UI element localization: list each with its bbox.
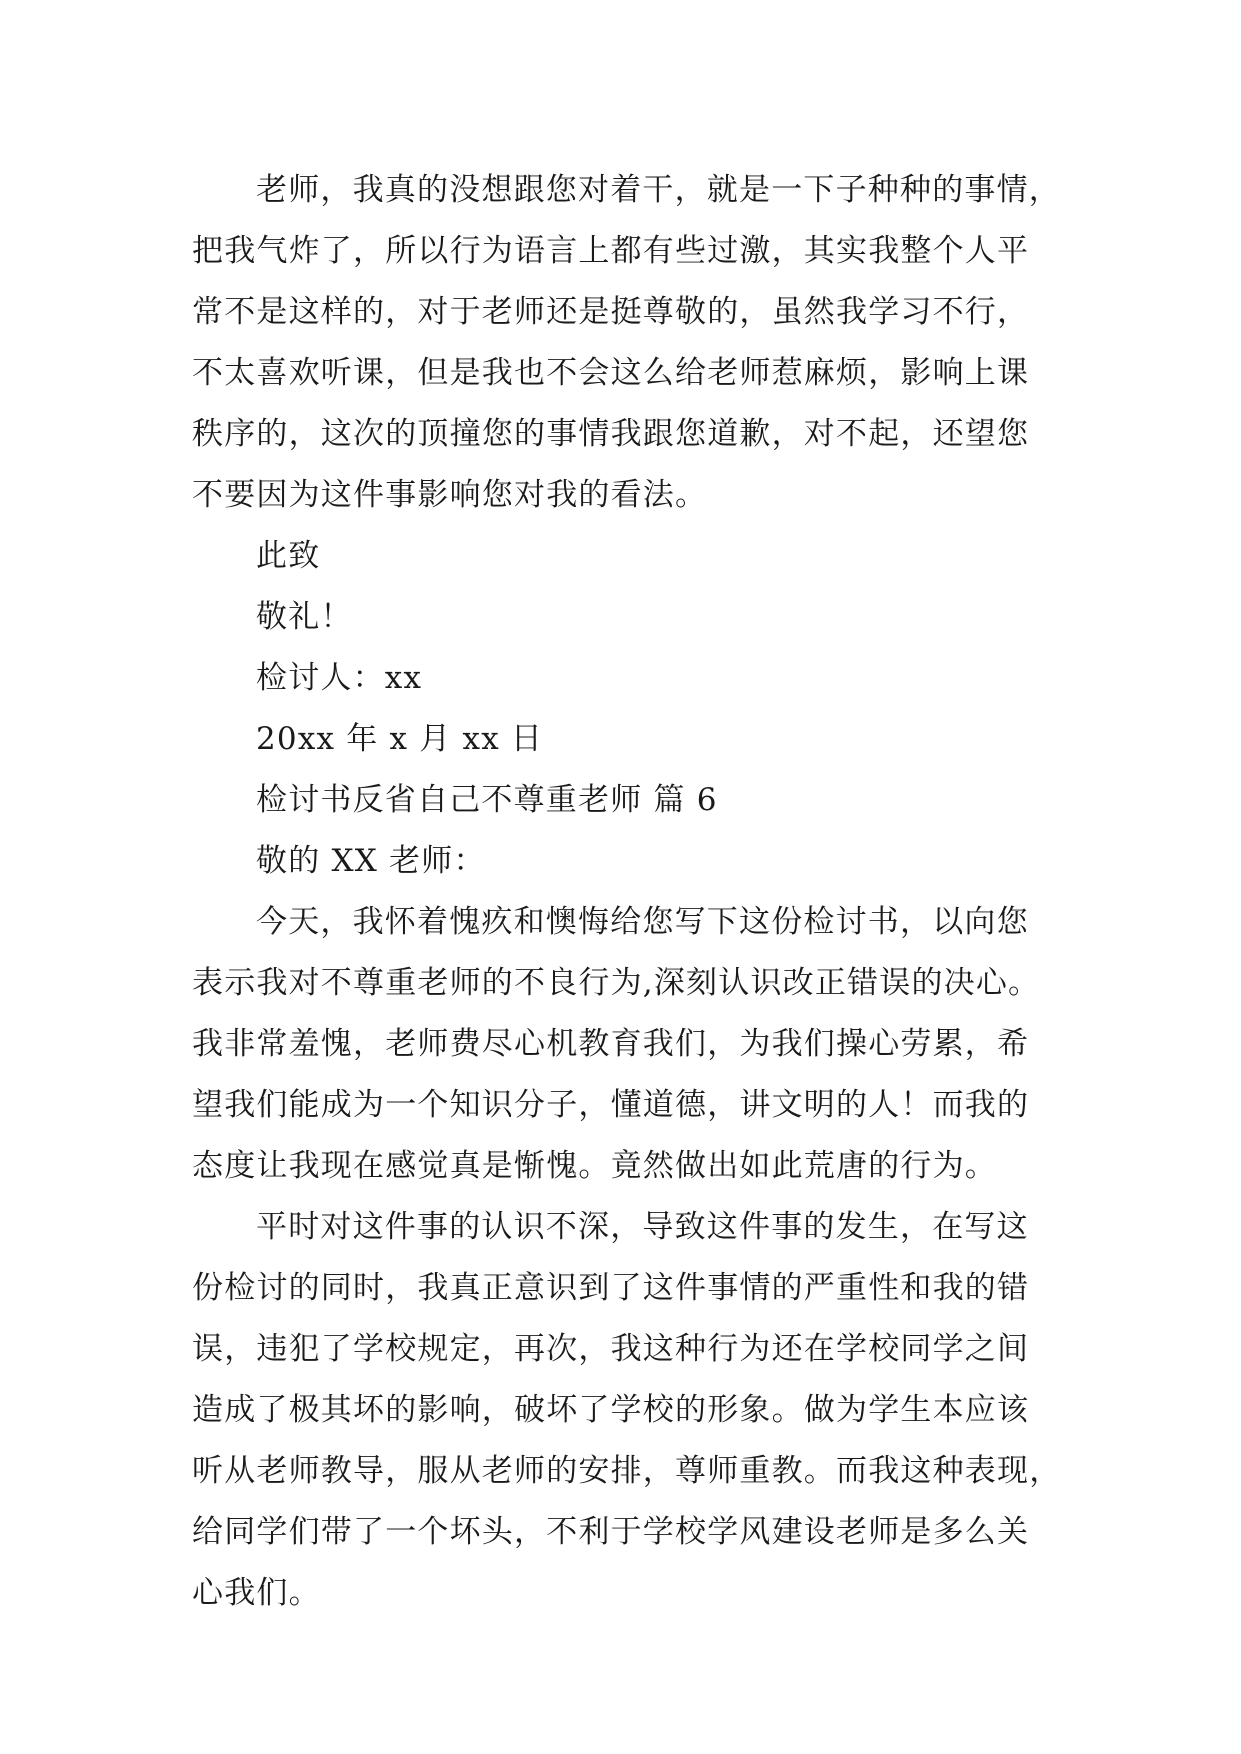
paragraph-line: 误，违犯了学校规定，再次，我这种行为还在学校同学之间 bbox=[192, 1331, 1030, 1367]
document-body bbox=[192, 160, 1060, 1624]
paragraph-line: 我非常羞愧，老师费尽心机教育我们，为我们操心劳累，希 bbox=[192, 1026, 1030, 1062]
paragraph-line: 今天，我怀着愧疚和懊悔给您写下这份检讨书，以向您 bbox=[256, 904, 1029, 940]
signature-line: 检讨人：xx bbox=[256, 660, 423, 696]
paragraph-line: 心我们。 bbox=[192, 1575, 321, 1611]
closing-salutation: 此致 bbox=[256, 538, 321, 574]
date-line: 20xx 年 x 月 xx 日 bbox=[256, 721, 544, 757]
paragraph-line: 把我气炸了，所以行为语言上都有些过激，其实我整个人平 bbox=[192, 233, 1030, 269]
section-title: 检讨书反省自己不尊重老师 篇 6 bbox=[256, 782, 718, 818]
paragraph-line: 望我们能成为一个知识分子，懂道德，讲文明的人！而我的 bbox=[192, 1087, 1030, 1123]
paragraph-line: 秩序的，这次的顶撞您的事情我跟您道歉，对不起，还望您 bbox=[192, 416, 1030, 452]
paragraph-line: 表示我对不尊重老师的不良行为,深刻认识改正错误的决心。 bbox=[192, 965, 1041, 1001]
closing-regards: 敬礼！ bbox=[256, 599, 353, 635]
paragraph-line: 不太喜欢听课，但是我也不会这么给老师惹麻烦，影响上课 bbox=[192, 355, 1030, 391]
paragraph-line: 常不是这样的，对于老师还是挺尊敬的，虽然我学习不行， bbox=[192, 294, 1030, 330]
paragraph-line: 老师，我真的没想跟您对着干，就是一下子种种的事情， bbox=[256, 172, 1061, 208]
paragraph-line: 不要因为这件事影响您对我的看法。 bbox=[192, 477, 708, 513]
paragraph-line: 平时对这件事的认识不深，导致这件事的发生，在写这 bbox=[256, 1209, 1029, 1245]
greeting: 敬的 XX 老师： bbox=[256, 843, 486, 879]
paragraph-line: 听从老师教导，服从老师的安排，尊师重教。而我这种表现， bbox=[192, 1453, 1062, 1489]
paragraph-line: 份检讨的同时，我真正意识到了这件事情的严重性和我的错 bbox=[192, 1270, 1030, 1306]
paragraph-line: 态度让我现在感觉真是惭愧。竟然做出如此荒唐的行为。 bbox=[192, 1148, 997, 1184]
paragraph-line: 给同学们带了一个坏头，不利于学校学风建设老师是多么关 bbox=[192, 1514, 1030, 1550]
paragraph-line: 造成了极其坏的影响，破坏了学校的形象。做为学生本应该 bbox=[192, 1392, 1030, 1428]
